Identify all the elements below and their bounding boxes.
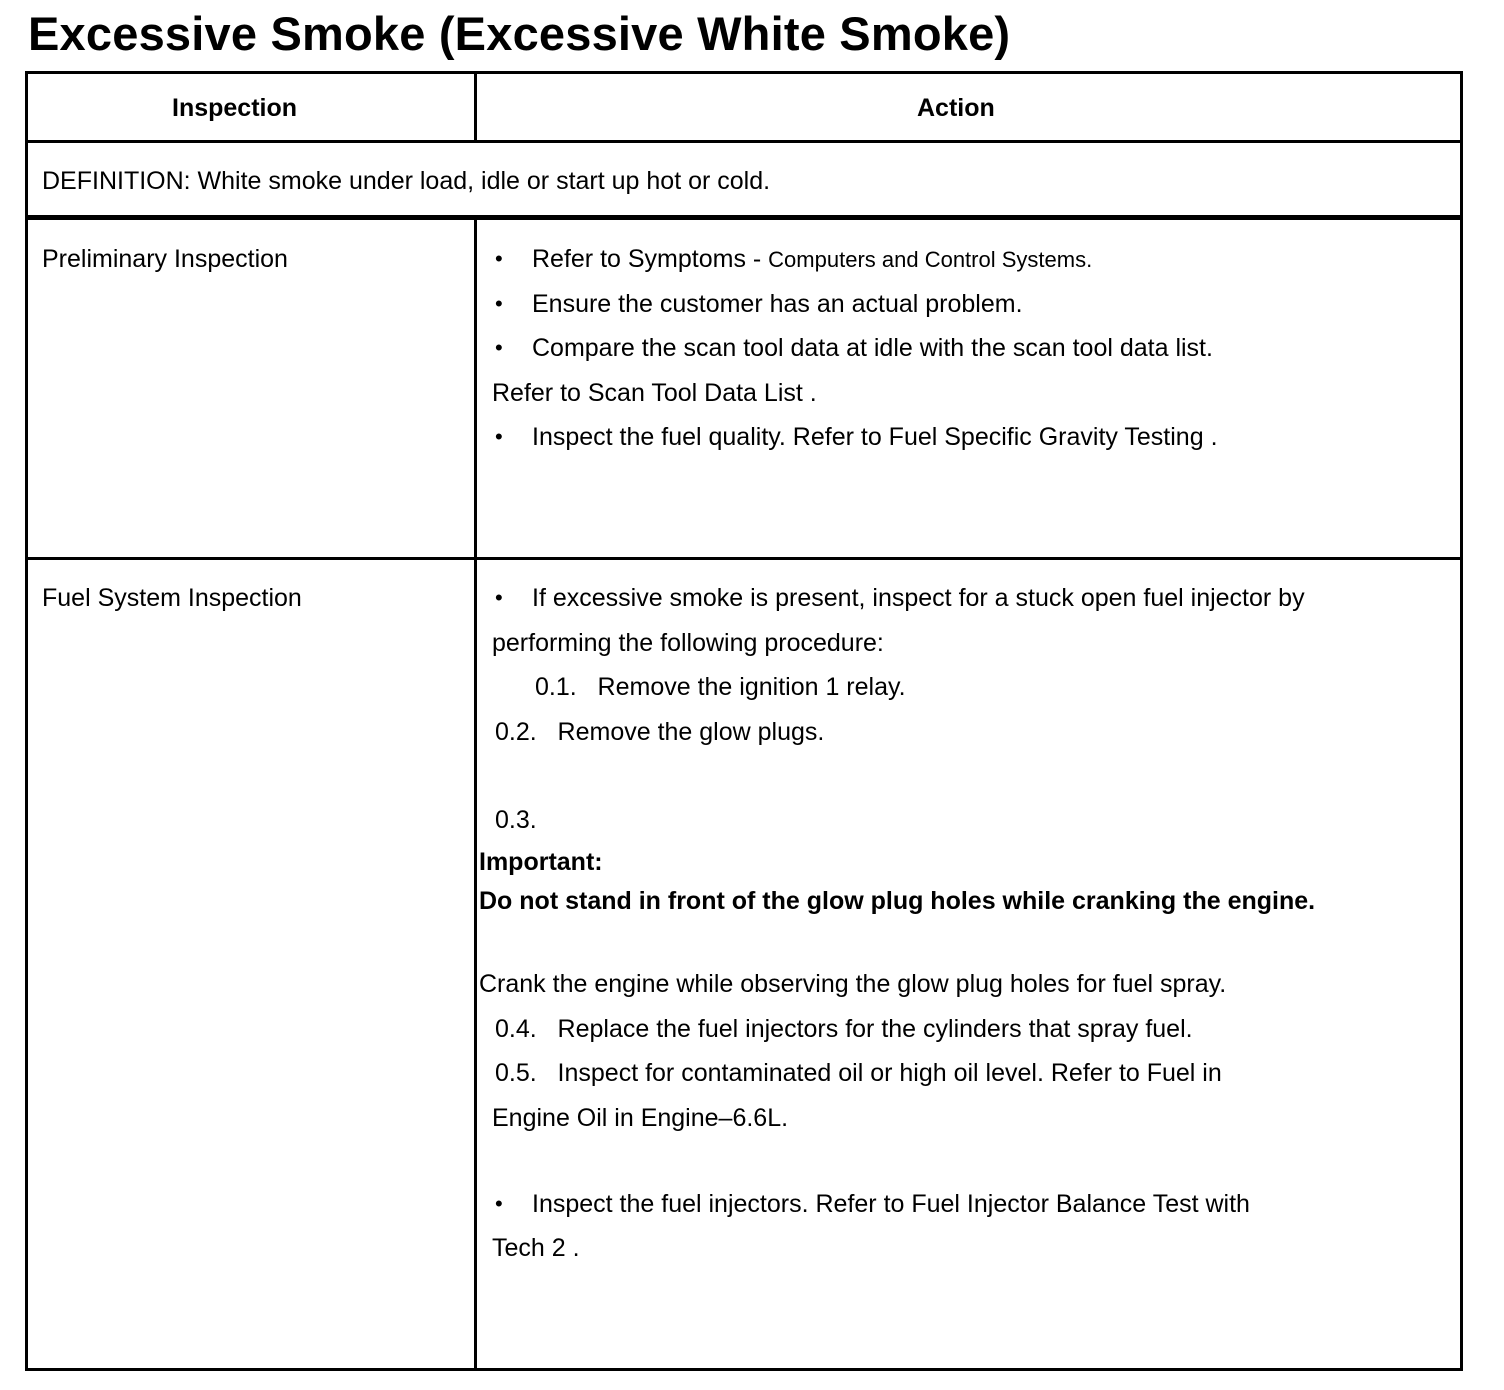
table-border-left bbox=[25, 71, 28, 1371]
row-label-preliminary: Preliminary Inspection bbox=[42, 245, 288, 273]
header-divider bbox=[25, 140, 1463, 143]
action-link-text: Refer to Symptoms - bbox=[532, 245, 769, 273]
row-divider bbox=[25, 557, 1463, 560]
action-text: Tech 2 . bbox=[492, 1234, 580, 1262]
step-text: 0.5. Inspect for contaminated oil or high oil level. Refer to Fuel in bbox=[495, 1059, 1222, 1087]
table-border-right bbox=[1460, 71, 1463, 1371]
definition-divider bbox=[25, 215, 1463, 220]
action-text: Refer to Scan Tool Data List . bbox=[492, 379, 817, 407]
action-small-text: Computers and Control Systems. bbox=[768, 247, 1093, 272]
important-label: Important: bbox=[479, 848, 603, 876]
step-text: 0.1. Remove the ignition 1 relay. bbox=[535, 673, 906, 701]
action-text bbox=[532, 244, 1092, 275]
header-action: Action bbox=[917, 94, 995, 122]
row-label-fuel-system: Fuel System Inspection bbox=[42, 584, 302, 612]
bullet-icon: • bbox=[495, 246, 503, 271]
definition-text: DEFINITION: White smoke under load, idle or start up hot or cold. bbox=[42, 167, 771, 195]
table-border-top bbox=[25, 71, 1463, 74]
bullet-icon: • bbox=[495, 335, 503, 360]
action-text: performing the following procedure: bbox=[492, 629, 884, 657]
important-text: Do not stand in front of the glow plug holes while cranking the engine. bbox=[479, 887, 1316, 915]
page-title: Excessive Smoke (Excessive White Smoke) bbox=[28, 7, 1011, 60]
action-text: Engine Oil in Engine–6.6L. bbox=[492, 1104, 789, 1132]
bullet-icon: • bbox=[495, 585, 503, 610]
action-text: Ensure the customer has an actual problem. bbox=[532, 290, 1023, 318]
step-text: 0.2. Remove the glow plugs. bbox=[495, 718, 825, 746]
action-text: Compare the scan tool data at idle with the scan tool data list. bbox=[532, 334, 1213, 362]
header-inspection: Inspection bbox=[172, 94, 298, 122]
bullet-icon: • bbox=[495, 1191, 503, 1216]
bullet-icon: • bbox=[495, 424, 503, 449]
column-divider-body bbox=[474, 218, 477, 1371]
action-text: Inspect the fuel quality. Refer to Fuel Specific Gravity Testing . bbox=[532, 423, 1218, 451]
action-text: Inspect the fuel injectors. Refer to Fuel Injector Balance Test with bbox=[532, 1190, 1250, 1218]
step-text: 0.4. Replace the fuel injectors for the cylinders that spray fuel. bbox=[495, 1015, 1193, 1043]
action-text: Crank the engine while observing the glow plug holes for fuel spray. bbox=[479, 970, 1227, 998]
column-divider-header bbox=[474, 71, 477, 143]
step-text: 0.3. bbox=[495, 806, 537, 834]
table-border-bottom bbox=[25, 1368, 1463, 1371]
action-text: If excessive smoke is present, inspect for a stuck open fuel injector by bbox=[532, 584, 1305, 612]
bullet-icon: • bbox=[495, 291, 503, 316]
